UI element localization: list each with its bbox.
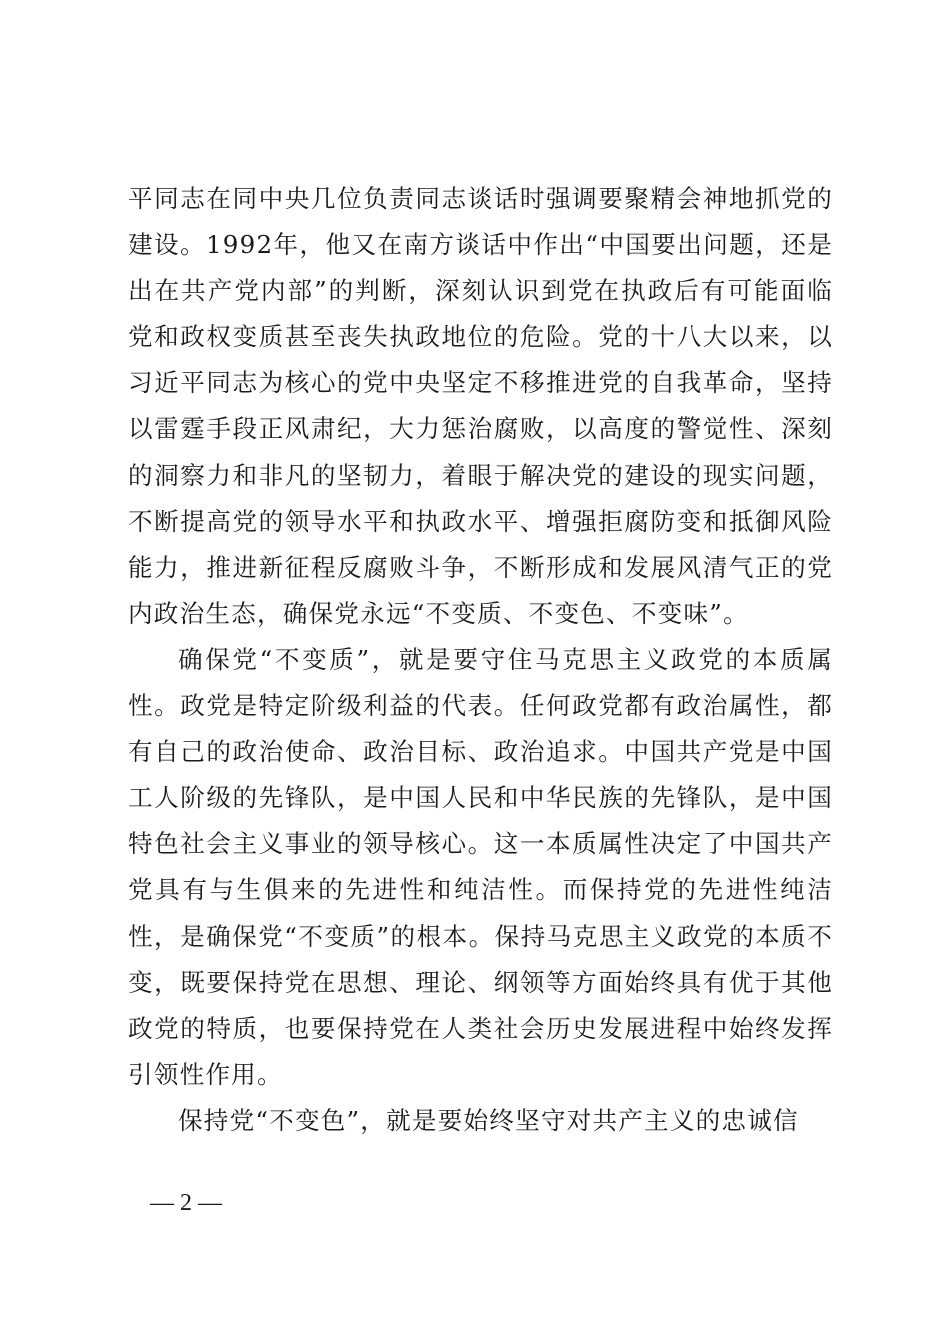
- body-text: [128, 176, 833, 1144]
- paragraph-not-degenerate: 确保党“不变质”，就是要守住马克思主义政党的本质属性。政党是特定阶级利益的代表。任何政党都有政治属性，都有自己的政治使命、政治目标、政治追求。中国共产党是中国工人阶级的先锋队，是中国人民和中华民族的先锋队，是中国特色社会主义事业的领导核心。这一本质属性决定了中国共产党具有与生俱来的先进性和纯洁性。而保持党的先进性纯洁性，是确保党“不变质”的根本。保持马克思主义政党的本质不变，既要保持党在思想、理论、纲领等方面始终具有优于其他政党的特质，也要保持党在人类社会历史发展进程中始终发挥引领性作用。: [128, 644, 833, 1089]
- paragraph-continuation: 平同志在同中央几位负责同志谈话时强调要聚精会神地抓党的建设。1992年，他又在南方谈话中作出“中国要出问题，还是出在共产党内部”的判断，深刻认识到党在执政后有可能面临党和政权变质甚至丧失执政地位的危险。党的十八大以来，以习近平同志为核心的党中央坚定不移推进党的自我革命，坚持以雷霆手段正风肃纪，大力惩治腐败，以高度的警觉性、深刻的洞察力和非凡的坚韧力，着眼于解决党的建设的现实问题，不断提高党的领导水平和执政水平、增强拒腐防变和抵御风险能力，推进新征程反腐败斗争，不断形成和发展风清气正的党内政治生态，确保党永远“不变质、不变色、不变味”。: [128, 184, 833, 628]
- page-number: — 2 —: [150, 1190, 222, 1216]
- paragraph-not-change-color: 保持党“不变色”，就是要始终坚守对共产主义的忠诚信: [178, 1105, 799, 1135]
